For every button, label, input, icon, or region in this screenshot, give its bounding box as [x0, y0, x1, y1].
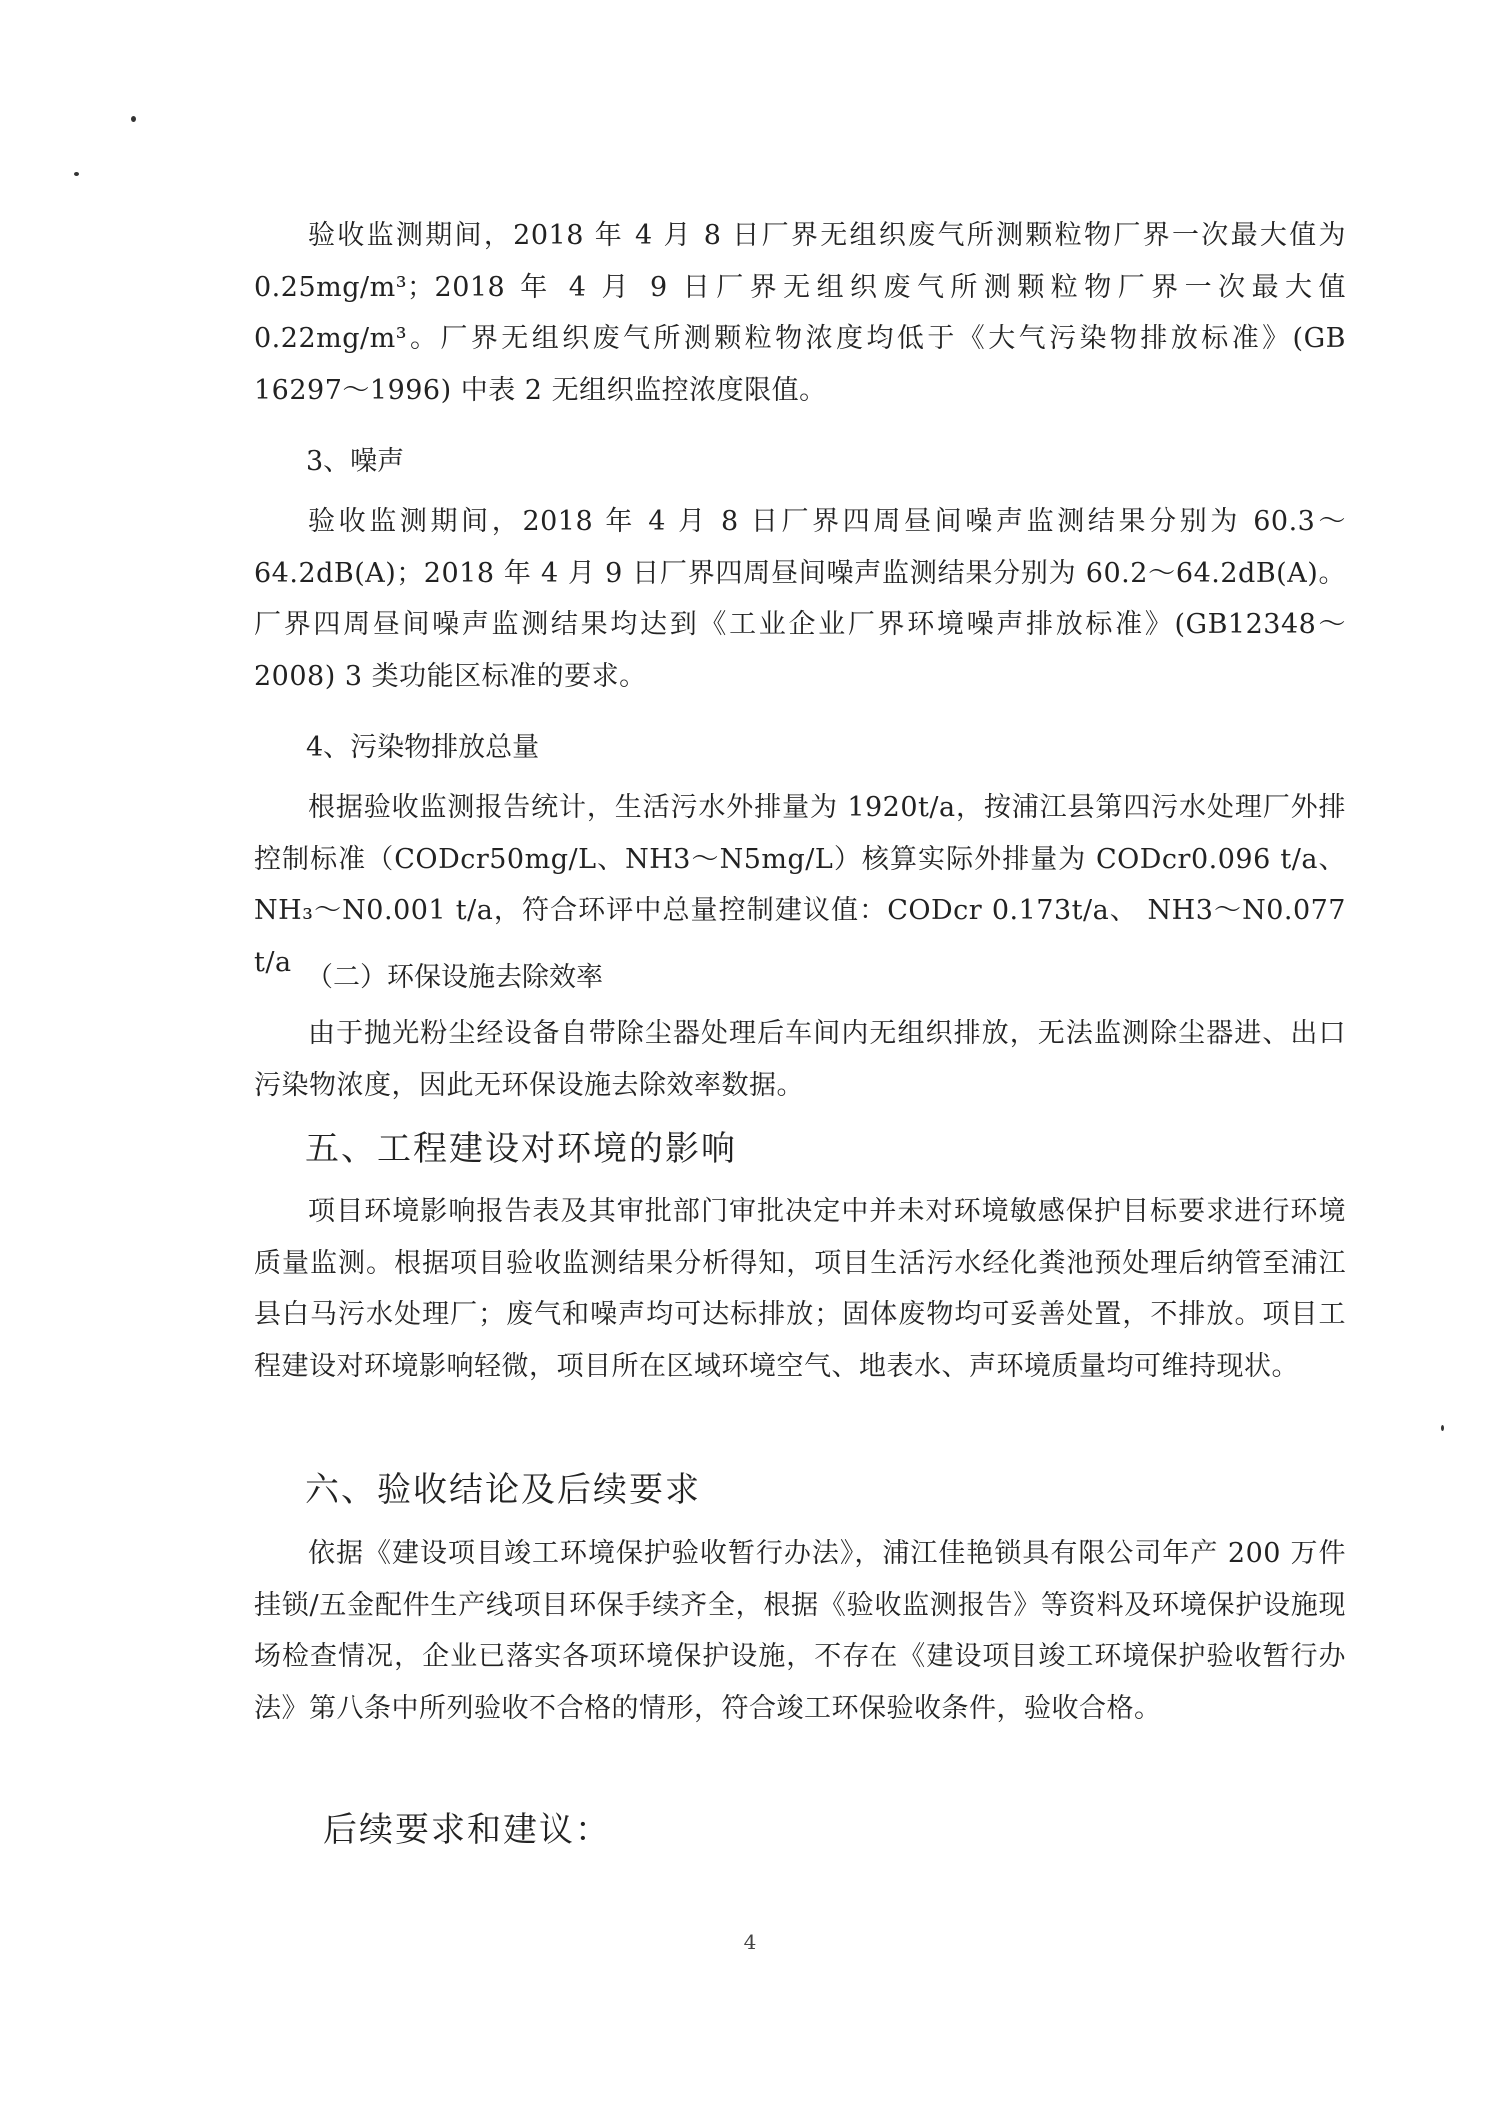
- paragraph-noise: 验收监测期间，2018 年 4 月 8 日厂界四周昼间噪声监测结果分别为 60.3～64.2dB(A)；2018 年 4 月 9 日厂界四周昼间噪声监测结果分别为 60.2～64.2dB(A)。厂界四周昼间噪声监测结果均达到《工业企业厂界环境噪声排放标准》(GB12348～2008) 3 类功能区标准的要求。: [254, 506, 1346, 692]
- subheading-removal-efficiency: （二）环保设施去除效率: [306, 962, 603, 993]
- scan-speck: [74, 172, 79, 176]
- subheading-noise: 3、噪声: [306, 446, 405, 477]
- section-heading-conclusion: 六、验收结论及后续要求: [305, 1470, 701, 1510]
- paragraph-removal-efficiency: 由于抛光粉尘经设备自带除尘器处理后车间内无组织排放，无法监测除尘器进、出口污染物浓度，因此无环保设施去除效率数据。: [254, 1018, 1346, 1101]
- subheading-pollutant-total: 4、污染物排放总量: [306, 732, 540, 763]
- paragraph-pollutant-total: 根据验收监测报告统计，生活污水外排量为 1920t/a，按浦江县第四污水处理厂外排控制标准（CODcr50mg/L、NH3～N5mg/L）核算实际外排量为 CODcr0.096 t/a、NH₃～N0.001 t/a，符合环评中总量控制建议值：CODcr 0.173t/a、 NH3～N0.077 t/a: [254, 792, 1346, 978]
- paragraph-conclusion: 依据《建设项目竣工环境保护验收暂行办法》，浦江佳艳锁具有限公司年产 200 万件挂锁/五金配件生产线项目环保手续齐全，根据《验收监测报告》等资料及环境保护设施现场检查情况，企业已落实各项环境保护设施，不存在《建设项目竣工环境保护验收暂行办法》第八条中所列验收不合格的情形，符合竣工环保验收条件，验收合格。: [254, 1538, 1346, 1724]
- paragraph-environment-impact: 项目环境影响报告表及其审批部门审批决定中并未对环境敏感保护目标要求进行环境质量监测。根据项目验收监测结果分析得知，项目生活污水经化粪池预处理后纳管至浦江县白马污水处理厂；废气和噪声均可达标排放；固体废物均可妥善处置，不排放。项目工程建设对环境影响轻微，项目所在区域环境空气、地表水、声环境质量均可维持现状。: [254, 1196, 1346, 1382]
- section-heading-environment-impact: 五、工程建设对环境的影响: [305, 1129, 737, 1169]
- paragraph-particulate: 验收监测期间，2018 年 4 月 8 日厂界无组织废气所测颗粒物厂界一次最大值为 0.25mg/m³；2018 年 4 月 9 日厂界无组织废气所测颗粒物厂界一次最大值 0.22mg/m³。厂界无组织废气所测颗粒物浓度均低于《大气污染物排放标准》(GB 16297～1996) 中表 2 无组织监控浓度限值。: [254, 220, 1346, 406]
- scan-speck: [1441, 1425, 1444, 1431]
- page-number: 4: [743, 1930, 757, 1954]
- scan-speck: [131, 116, 136, 122]
- section-heading-follow-up: 后续要求和建议：: [323, 1810, 611, 1850]
